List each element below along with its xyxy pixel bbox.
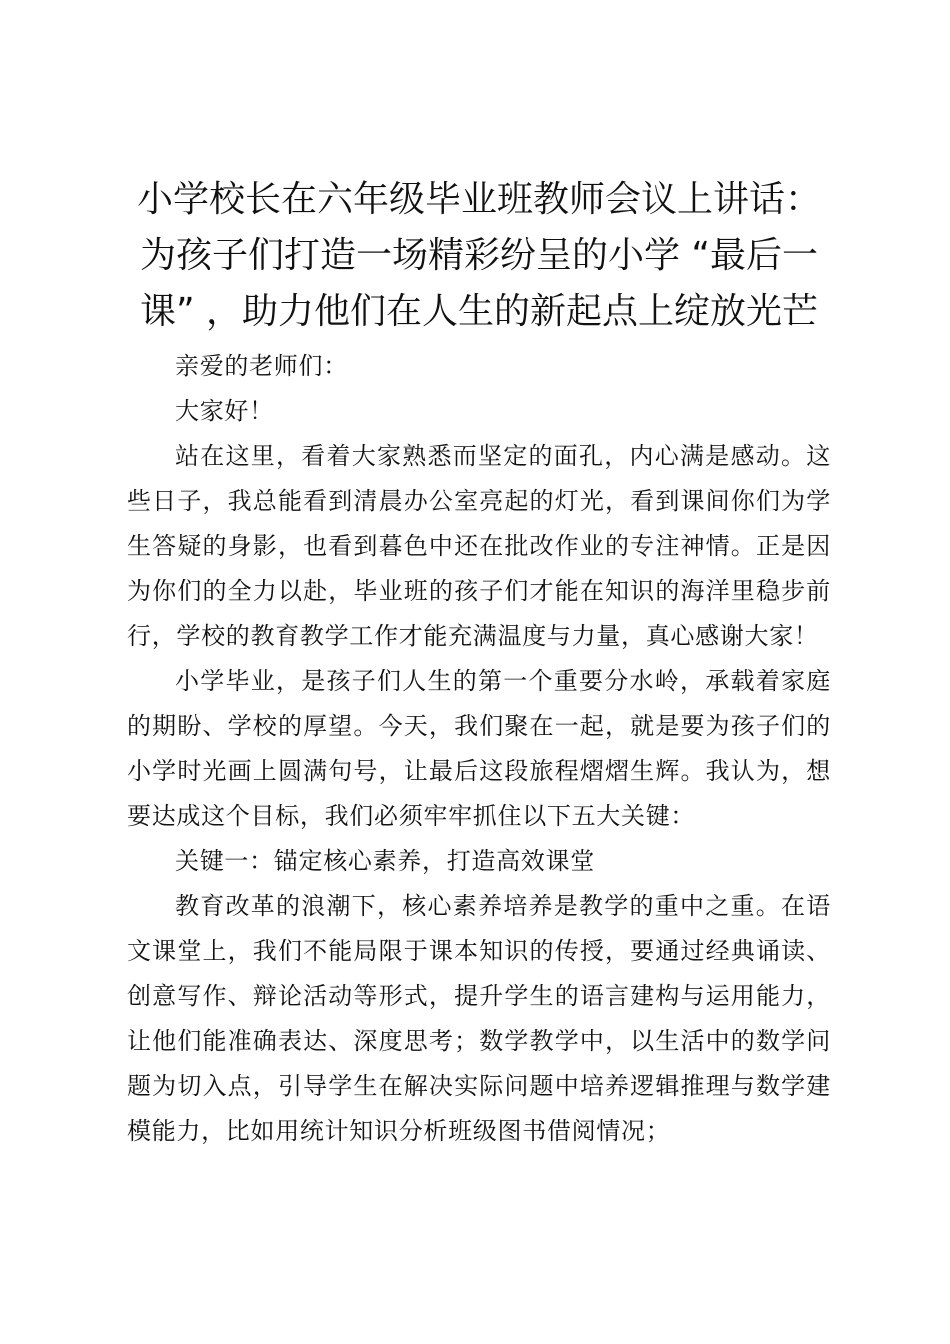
salutation: 亲爱的老师们： <box>175 352 348 380</box>
paragraph-thanks: 站在这里，看着大家熟悉而坚定的面孔，内心满是感动。这些日子，我总能看到清晨办公室亮起的灯光，看到课间你们为学生答疑的身影，也看到暮色中还在批改作业的专注神情。正是因为你们的全力以赴，毕业班的孩子们才能在知识的海洋里稳步前行，学校的教育教学工作才能充满温度与力量，真心感谢大家！ <box>127 442 831 650</box>
document-title: 小学校长在六年级毕业班教师会议上讲话：为孩子们打造一场精彩纷呈的小学 “最后一课” ，助力他们在人生的新起点上绽放光芒 <box>136 179 821 332</box>
greeting: 大家好！ <box>175 397 274 425</box>
document-page <box>127 172 831 1154</box>
paragraph-core-literacy: 教育改革的浪潮下，核心素养培养是教学的重中之重。在语文课堂上，我们不能局限于课本知识的传授，要通过经典诵读、创意写作、辩论活动等形式，提升学生的语言建构与运用能力，让他们能准确表达、深度思考；数学教学中，以生活中的数学问题为切入点，引导学生在解决实际问题中培养逻辑推理与数学建模能力，比如用统计知识分析班级图书借阅情况； <box>127 892 831 1145</box>
paragraph-graduation: 小学毕业，是孩子们人生的第一个重要分水岭，承载着家庭的期盼、学校的厚望。今天，我们聚在一起，就是要为孩子们的小学时光画上圆满句号，让最后这段旅程熠熠生辉。我认为，想要达成这个目标，我们必须牢牢抓住以下五大关键： <box>127 667 831 830</box>
section-heading-key-one: 关键一：锚定核心素养，打造高效课堂 <box>175 847 595 875</box>
